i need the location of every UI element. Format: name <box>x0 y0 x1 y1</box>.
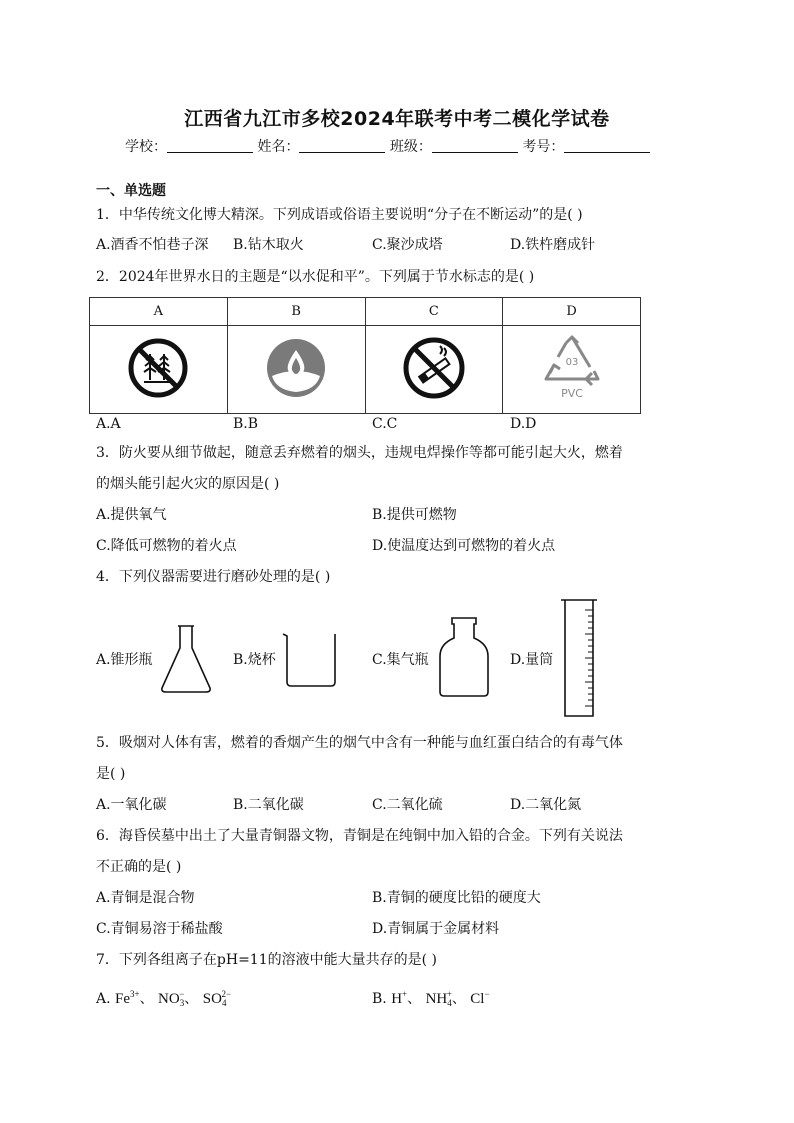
q3-option-a[interactable]: A.提供氧气 <box>96 507 167 523</box>
q1-option-b[interactable]: B.钻木取火 <box>233 237 304 253</box>
conical-flask-icon <box>158 624 214 694</box>
q7-option-b[interactable]: B. H+、 $NH_4^+$、 Cl− <box>372 989 490 1008</box>
q4-option-b[interactable]: B.烧杯 <box>233 652 276 668</box>
name-label: 姓名： <box>257 139 300 155</box>
q2-header-b: B <box>227 298 365 326</box>
q4-option-a[interactable]: A.锥形瓶 <box>96 652 153 668</box>
no-smoking-sign-icon <box>402 336 466 400</box>
q4-option-d[interactable]: D.量筒 <box>510 652 554 668</box>
ion-no3: $NO_3^-$ <box>158 989 185 1008</box>
beaker-icon <box>281 630 339 688</box>
question-3-stem-line1: 3．防火要从细节做起，随意丢弃燃着的烟头，违规电焊操作等都可能引起大火，燃着 <box>96 445 623 461</box>
water-saving-sign-icon <box>264 336 328 400</box>
exam-no-blank[interactable] <box>564 138 650 153</box>
question-1-stem: 1．中华传统文化博大精深。下列成语或俗语主要说明“分子在不断运动”的是( ) <box>96 207 583 223</box>
q5-option-c[interactable]: C.二氧化硫 <box>372 797 443 813</box>
question-2-stem: 2．2024年世界水日的主题是“以水促和平”。下列属于节水标志的是( ) <box>96 269 535 285</box>
q6-option-a[interactable]: A.青铜是混合物 <box>96 890 195 906</box>
q5-option-b[interactable]: B.二氧化碳 <box>233 797 304 813</box>
question-3-stem-line2: 的烟头能引起火灾的原因是( ) <box>96 476 280 492</box>
q5-option-a[interactable]: A.一氧化碳 <box>96 797 167 813</box>
question-5-stem-line2: 是( ) <box>96 766 126 782</box>
name-blank[interactable] <box>299 138 385 153</box>
q3-option-c[interactable]: C.降低可燃物的着火点 <box>96 538 237 554</box>
ion-cl: Cl− <box>470 989 490 1007</box>
q6-option-c[interactable]: C.青铜易溶于稀盐酸 <box>96 921 223 937</box>
exam-no-label: 考号： <box>522 139 565 155</box>
page-title: 江西省九江市多校2024年联考中考二模化学试卷 <box>184 108 610 130</box>
recycle-code: 03 <box>565 356 578 368</box>
q3-option-d[interactable]: D.使温度达到可燃物的着火点 <box>372 538 556 554</box>
q2-option-a[interactable]: A.A <box>96 416 121 432</box>
recycle-pvc-sign-icon <box>536 333 608 403</box>
student-info-row <box>125 136 650 156</box>
q3-option-b[interactable]: B.提供可燃物 <box>372 507 457 523</box>
gas-jar-icon <box>436 616 492 698</box>
q1-option-a[interactable]: A.酒香不怕巷子深 <box>96 237 209 253</box>
school-label: 学校： <box>125 139 167 155</box>
q1-option-c[interactable]: C.聚沙成塔 <box>372 237 443 253</box>
question-4-stem: 4．下列仪器需要进行磨砂处理的是( ) <box>96 569 331 585</box>
q2-sign-table <box>89 297 641 414</box>
q2-header-d: D <box>503 298 641 326</box>
q7-option-a[interactable]: A. $Fe^{3+}$、 $NO_3^-$、 $SO_4^{2-}$ <box>96 989 232 1008</box>
ion-so4: $SO_4^{2-}$ <box>202 989 232 1008</box>
question-6-stem-line2: 不正确的是( ) <box>96 859 182 875</box>
section-heading: 一、单选题 <box>96 183 166 199</box>
graduated-cylinder-icon <box>559 598 599 720</box>
q2-option-d[interactable]: D.D <box>510 416 537 432</box>
q6-option-b[interactable]: B.青铜的硬度比铅的硬度大 <box>372 890 541 906</box>
no-logging-sign-icon <box>126 336 190 400</box>
q4-option-c[interactable]: C.集气瓶 <box>372 652 429 668</box>
ion-nh4: $NH_4^+$ <box>425 989 452 1008</box>
q2-header-c: C <box>365 298 503 326</box>
question-7-stem: 7．下列各组离子在pH=11的溶液中能大量共存的是( ) <box>96 952 437 968</box>
q2-option-b[interactable]: B.B <box>233 416 259 432</box>
question-6-stem-line1: 6．海昏侯墓中出土了大量青铜器文物，青铜是在纯铜中加入铅的合金。下列有关说法 <box>96 828 623 844</box>
ion-h: H+ <box>391 989 408 1007</box>
class-blank[interactable] <box>432 138 518 153</box>
question-5-stem-line1: 5．吸烟对人体有害，燃着的香烟产生的烟气中含有一种能与血红蛋白结合的有毒气体 <box>96 735 623 751</box>
q6-option-d[interactable]: D.青铜属于金属材料 <box>372 921 500 937</box>
q2-option-c[interactable]: C.C <box>372 416 398 432</box>
class-label: 班级： <box>389 139 432 155</box>
q5-option-d[interactable]: D.二氧化氮 <box>510 797 582 813</box>
recycle-text: PVC <box>560 386 583 400</box>
q2-header-a: A <box>90 298 228 326</box>
school-blank[interactable] <box>167 138 253 153</box>
ion-fe: $Fe^{3+}$ <box>115 989 140 1007</box>
q1-option-d[interactable]: D.铁杵磨成针 <box>510 237 596 253</box>
